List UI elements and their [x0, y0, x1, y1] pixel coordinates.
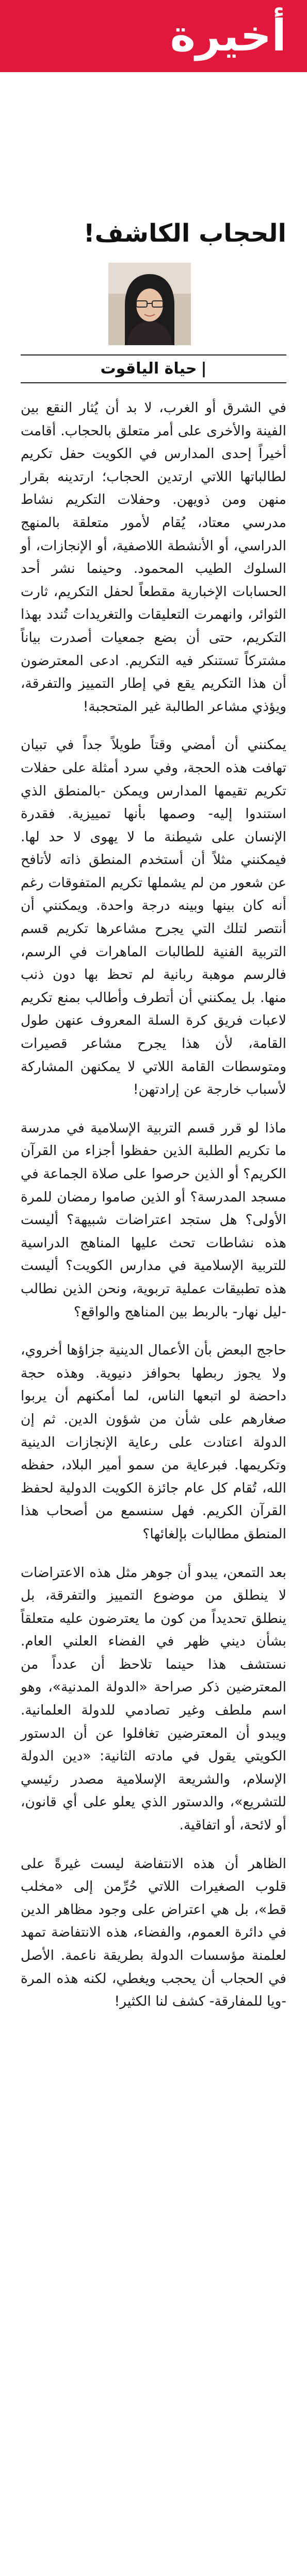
- article-paragraph: حاجج البعض بأن الأعمال الدينية جزاؤها أخروي، ولا يجوز ربطها بحوافز دنيوية. وهذه حجة داحضة لو اتبعها الناس، لما أمكنهم أن يربوا صغارهم على شأن من شؤون الدين. ثم إن الدولة اعتادت على رعاية الإنجازات الدينية وتكريمها. فبرعاية من سمو أمير البلاد، حفظه الله، تُقام كل عام جائزة الكويت الدولية لحفظ القرآن الكريم. فهل سنسمع من أصحاب هذا المنطق مطالبات بإلغائها؟: [21, 1342, 286, 1542]
- author-name: حياة الياقوت: [100, 360, 197, 378]
- section-title: أخيرة: [170, 10, 286, 61]
- section-banner: [0, 0, 307, 72]
- article-paragraph: الظاهر أن هذه الانتفاضة ليست غيرةً على قلوب الصغيرات اللاتي حُرِّمن إلى «مخلب قط»، بل هي اعتراض على وجود مظاهر الدين في دائرة العموم، والفضاء، هذه الانتفاضة تمهد لعلمنة مؤسسات الدولة بطريقة ناعمة. الأصل في الحجاب أن يحجب ويغطي، لكنه هذه المرة -ويا للمفارقة- كشف لنا الكثير!: [21, 1855, 286, 2010]
- article-paragraph: بعد التمعن، يبدو أن جوهر مثل هذه الاعتراضات لا ينطلق من موضوع التمييز والتفرقة، بل ينطلق تحديداً من كون ما يعترضون عليه متعلقاً بشأن ديني ظهر في الفضاء العلني العام. نستشف هذا حينما تلاحظ أن عدداً من المعترضين ذكر صراحة «الدولة المدنية»، وهو اسم ملطف وغير تصادمي للدولة العلمانية. ويبدو أن المعترضين تغافلوا عن أن الدستور الكويتي يقول في مادته الثانية: «دين الدولة الإسلام، والشريعة الإسلامية مصدر رئيسي للتشريع»، والدستور الذي يعلو على أي قانون، أو لائحة، أو اتفاقية.: [21, 1564, 286, 1834]
- article-headline: الحجاب الكاشف!: [83, 219, 286, 248]
- author-portrait-icon: [108, 263, 191, 345]
- article-paragraph: ماذا لو قرر قسم التربية الإسلامية في مدرسة ما تكريم الطلبة الذين حفظوا أجزاء من القرآن الكريم؟ أو الذين حرصوا على صلاة الجماعة في مسجد المدرسة؟ أو الذين صاموا رمضان للمرة الأولى؟ هل ستجد اعتراضات شبيهة؟ أليست هذه نشاطات تحث عليها المناهج الدراسية للتربية الإسلامية في مدارس الكويت؟ أليست هذه تطبيقات عملية تربوية، ونحن الذين نطالب -ليل نهار- بالربط بين المناهج والواقع؟: [21, 1120, 286, 1320]
- author-photo: [108, 263, 191, 345]
- article-paragraph: في الشرق أو الغرب، لا بد أن يُثار النقع بين الفينة والأخرى على أمر متعلق بالحجاب. أقامت أخيراً إحدى المدارس في الكويت حفل تكريم لطالباتها اللاتي ارتدين الحجاب؛ ارتدينه بقرار منهن ومن ذويهن. وحفلات التكريم نشاط مدرسي معتاد، يُقام لأمور متعلقة بالمنهج الدراسي، أو الأنشطة اللاصفية، أو الإنجازات، أو السلوك الطيب المحمود. وحينما نشر أحد الحسابات الإخبارية مقطعاً لحفل التكريم، ثارت الثوائر، وانهمرت التعليقات والتغريدات تُندد بهذا التكريم، حتى أن بضع جمعيات أصدرت بياناً مشتركاً تستنكر فيه التكريم. ادعى المعترضون أن هذا التكريم يقع في إطار التمييز والتفرقة، ويؤذي مشاعر الطالبة غير المتحجبة!: [21, 400, 286, 715]
- article-body: [21, 397, 286, 2029]
- author-byline: [21, 357, 286, 381]
- byline-top-rule: [21, 354, 286, 355]
- byline-bottom-rule: [21, 382, 286, 383]
- byline-separator: |: [201, 360, 207, 378]
- article-paragraph: يمكنني أن أمضي وقتاً طويلاً جداً في تبيان تهافت هذه الحجة، وفي سرد أمثلة على حفلات تكريم تقيمها المدارس ويمكن -بالمنطق الذي استندوا إليه- وصمها بأنها تمييزية. فقدرة الإنسان على شيطنة ما لا يهوى لا حد لها. فيمكنني مثلاً أن أستخدم المنطق ذاته لأتافح عن شعور من لم يشملها تكريم المتفوقات رغم أنه كان بينها وبينه درجة واحدة. ويمكنني أن أنتصر لتلك التي يجرح مشاعرها تكريم قسم التربية الفنية للطالبات الماهرات في الرسم، فالرسم موهبة ربانية لم تحظ بها دون ذنب منها. بل يمكنني أن أتطرف وأطالب بمنع تكريم لاعبات فريق كرة السلة المعروف عنهن طول القامة، لأن هذا يجرح مشاعر قصيرات ومتوسطات القامة اللاتي لا يمكنهن المشاركة لأسباب خارجة عن إرادتهن!: [21, 737, 286, 1098]
